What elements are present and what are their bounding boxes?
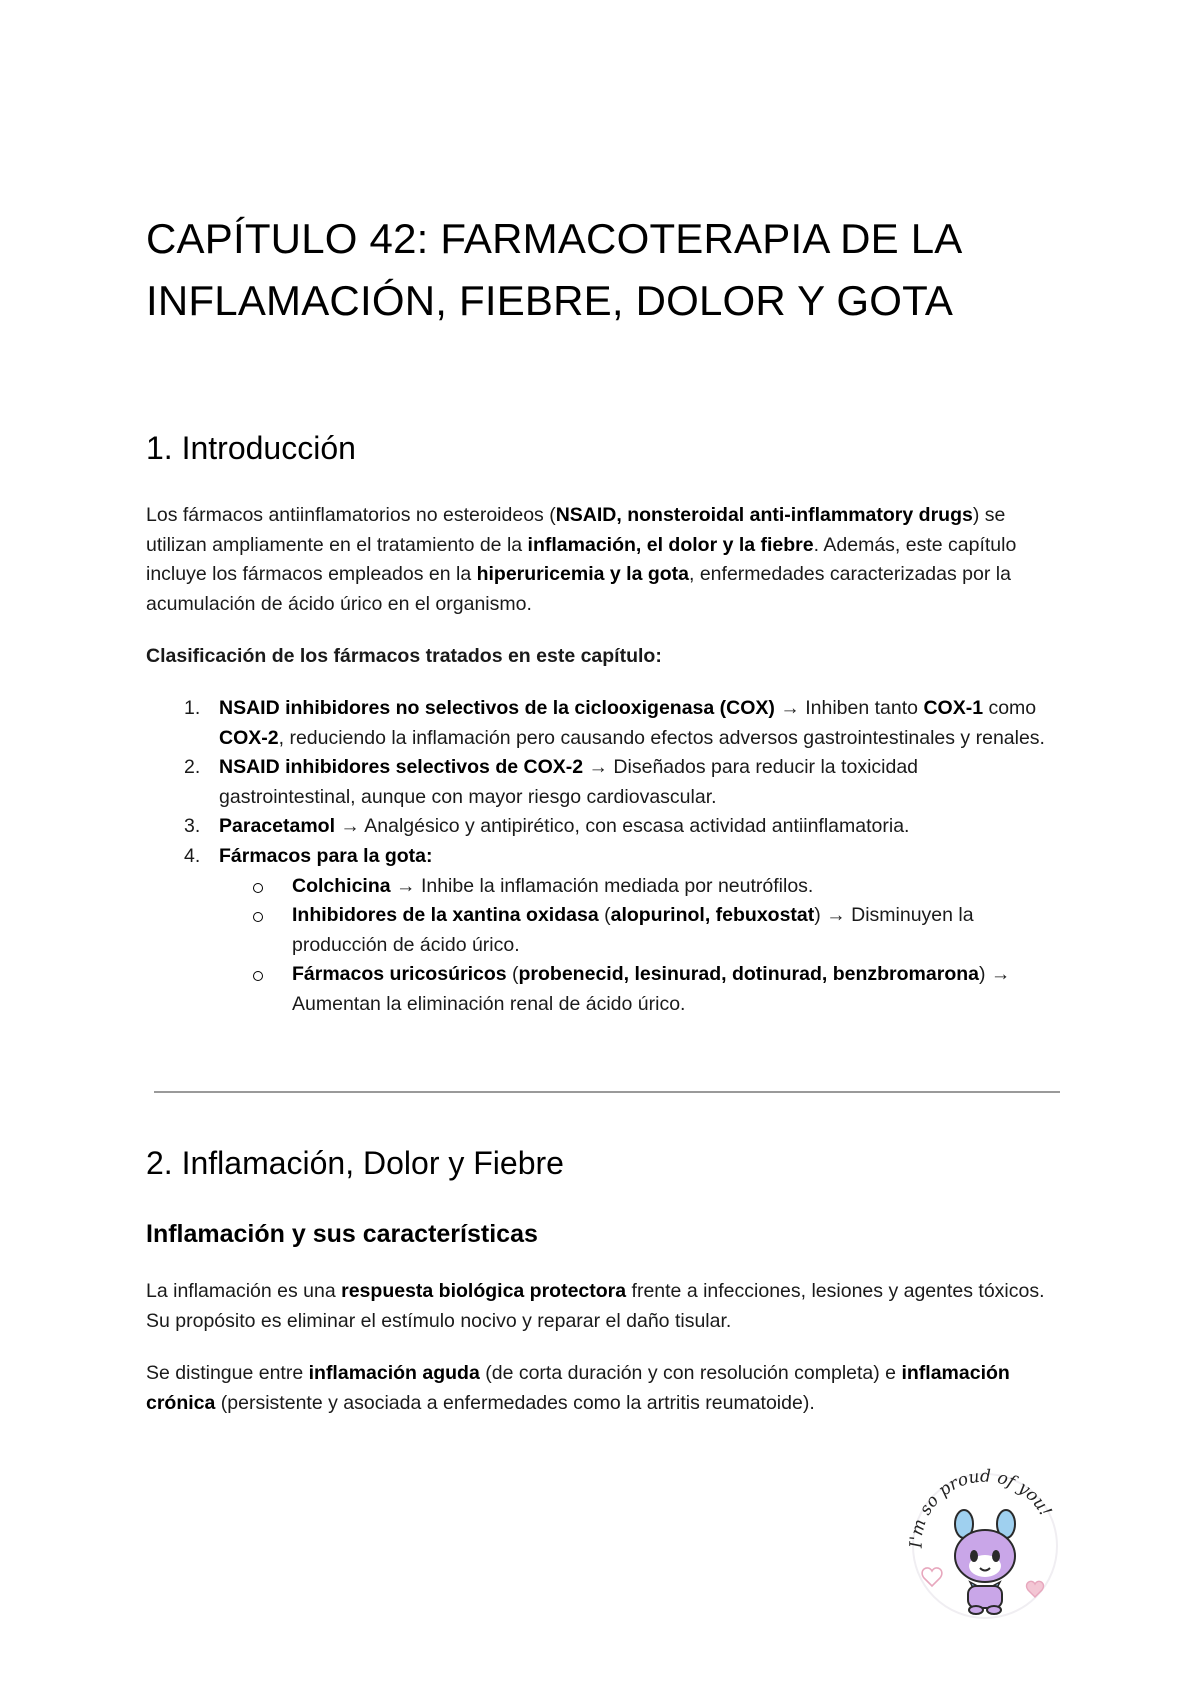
list-item	[146, 812, 1051, 842]
text-run: → Diseñados para reducir la toxicidad gastrointestinal, aunque con mayor riesgo cardiovascular.	[219, 756, 919, 808]
text-run: → Inhiben tanto	[774, 697, 924, 719]
list-number: 3.	[184, 815, 201, 838]
text-run: , enfermedades caracterizadas por la acumulación de ácido úrico en el organismo.	[146, 563, 1011, 615]
sublist-item	[219, 901, 1051, 960]
classification-list	[146, 694, 1051, 1020]
text-run: (de corta duración y con resolución completa) e	[479, 1362, 902, 1384]
sublist-item	[219, 872, 1051, 902]
text-run: ) → Disminuyen la producción de ácido úrico.	[292, 904, 974, 956]
text-run: La inflamación es una	[146, 1280, 342, 1302]
horizontal-divider	[154, 1091, 1060, 1093]
text-run: ) → Aumentan la eliminación renal de ácido úrico.	[292, 963, 1011, 1015]
bold-run: NSAID inhibidores selectivos de COX-2	[219, 756, 584, 779]
bold-run: inflamación, el dolor y la fiebre	[527, 533, 814, 556]
section-heading-introduccion: 1. Introducción	[146, 430, 356, 466]
list-item	[146, 694, 1051, 753]
list-number: 2.	[184, 756, 201, 779]
text-run: → Analgésico y antipirético, con escasa actividad antiinflamatoria.	[334, 815, 910, 838]
bold-run: Colchicina	[292, 874, 391, 897]
hollow-bullet-icon	[253, 883, 263, 893]
bold-run: respuesta biológica protectora	[341, 1280, 627, 1302]
text-run: como	[983, 697, 1037, 719]
bold-run: NSAID, nonsteroidal anti-inflammatory drugs	[555, 504, 973, 526]
hollow-bullet-icon	[253, 912, 263, 922]
hollow-bullet-icon	[253, 971, 263, 981]
list-number: 1.	[184, 697, 201, 719]
bold-run: Fármacos uricosúricos	[292, 963, 507, 986]
bold-run: inflamación crónica	[146, 1362, 1010, 1414]
text-run: Se distingue entre	[146, 1362, 309, 1384]
chapter-title: CAPÍTULO 42: FARMACOTERAPIA DE LA INFLAMACIÓN, FIEBRE, DOLOR Y GOTA	[146, 215, 961, 324]
subsection-heading: Inflamación y sus características	[146, 1220, 538, 1248]
text-run: Los fármacos antiinflamatorios no esteroideos (	[146, 504, 556, 526]
classification-heading: Clasificación de los fármacos tratados en este capítulo:	[146, 645, 662, 667]
list-item	[146, 842, 1051, 1020]
bold-run: Fármacos para la gota:	[219, 844, 433, 867]
text-run: (persistente y asociada a enfermedades como la artritis reumatoide).	[215, 1391, 815, 1414]
bold-run: probenecid, lesinurad, dotinurad, benzbromarona	[518, 963, 979, 986]
bold-run: COX-2	[219, 726, 279, 749]
bold-run: COX-1	[923, 697, 984, 719]
section-heading-inflamacion: 2. Inflamación, Dolor y Fiebre	[146, 1145, 564, 1181]
bold-run: NSAID inhibidores no selectivos de la ciclooxigenasa (COX)	[219, 697, 775, 719]
text-run: (	[598, 904, 611, 927]
paragraph-types	[146, 1359, 1051, 1418]
text-run: frente a infecciones, lesiones y agentes tóxicos. Su propósito es eliminar el estímulo nocivo y reparar el daño tisular.	[146, 1280, 1045, 1332]
list-item	[146, 753, 1051, 812]
sublist-item	[219, 960, 1051, 1019]
text-run: → Inhibe la inflamación mediada por neutrófilos.	[390, 874, 814, 897]
text-run: (	[506, 963, 519, 986]
bold-run: hiperuricemia y la gota	[476, 563, 689, 586]
proud-sticker	[900, 1460, 1070, 1620]
bold-run: alopurinol, febuxostat	[610, 904, 815, 927]
text-run: . Además, este capítulo incluye los fármacos empleados en la	[146, 533, 1017, 586]
gout-drugs-sublist	[219, 872, 1051, 1020]
sticker-text: I'm so proud of you!	[906, 1466, 1056, 1549]
text-run: , reduciendo la inflamación pero causando efectos adversos gastrointestinales y renales.	[278, 726, 1045, 749]
list-number: 4.	[184, 844, 201, 867]
intro-paragraph	[146, 501, 1051, 619]
bold-run: Inhibidores de la xantina oxidasa	[292, 904, 599, 927]
bold-run: Paracetamol	[219, 815, 335, 838]
bold-run: inflamación aguda	[308, 1362, 480, 1384]
text-run: ) se utilizan ampliamente en el tratamiento de la	[146, 504, 1006, 556]
paragraph-definition	[146, 1277, 1051, 1336]
